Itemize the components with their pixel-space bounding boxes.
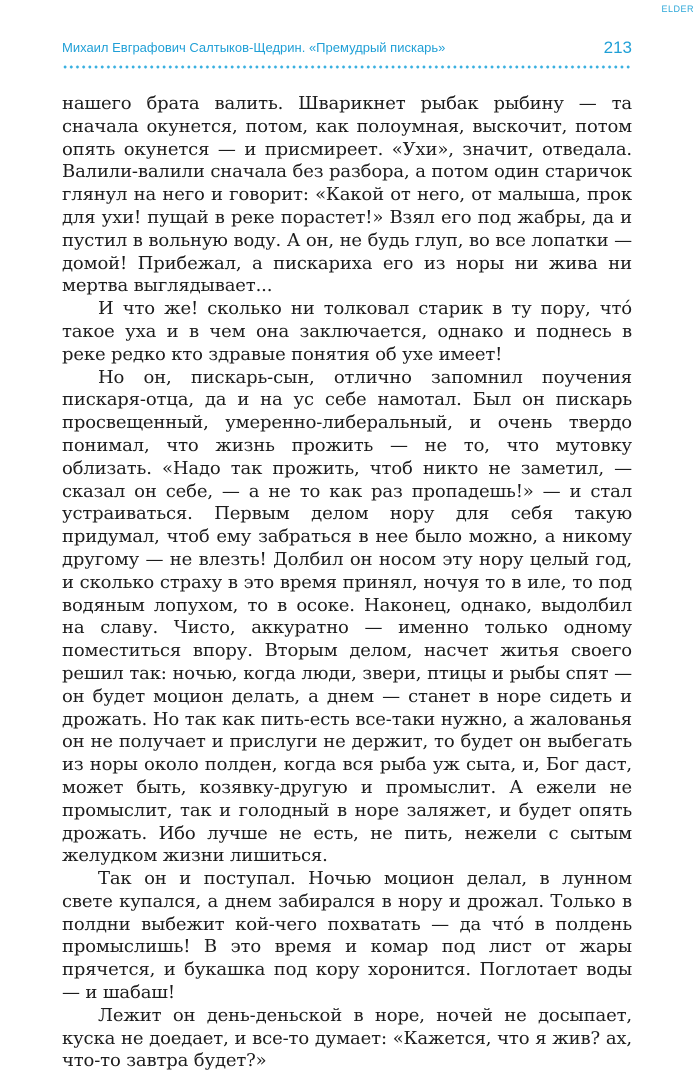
running-title: Михаил Евграфович Салтыков-Щедрин. «Премудрый пискарь» xyxy=(62,40,446,55)
body-text xyxy=(62,93,632,1073)
paragraph: Так он и поступал. Ночью моцион делал, в лунном свете купался, а днем забирался в нору и дрожал. Только в полдни выбежит кой-чего похватать — да что́ в полдень промыслишь! В это время и комар под лист от жары прячется, и букашка под кору хоронится. Поглотает воды — и шабаш! xyxy=(62,868,632,1004)
header-ornament-divider xyxy=(62,62,632,72)
paragraph: Лежит он день-деньской в норе, ночей не досыпает, куска не доедает, и все-то думает: «Кажется, что я жив? ах, что-то завтра будет?» xyxy=(62,1004,632,1072)
running-header xyxy=(62,40,632,60)
paragraph: И что же! сколько ни толковал старик в ту пору, что́ такое уха и в чем она заключается, однако и поднесь в реке редко кто здравые понятия об ухе имеет! xyxy=(62,298,632,365)
paragraph: Но он, пискарь-сын, отлично запомнил поучения пискаря-отца, да и на ус себе намотал. Был он пискарь просвещенный, умеренно-либеральный, и очень твердо понимал, что жизнь прожить — не то, что мутовку облизать. «Надо так прожить, чтоб никто не заметил, — сказал он себе, — а не то как раз пропадешь!» — и стал устраиваться. Первым делом нору для себя такую придумал, чтоб ему забраться в нее было можно, а никому другому — не влезть! Долбил он носом эту нору целый год, и сколько страху в это время принял, ночуя то в иле, то под водяным лопухом, то в осоке. Наконец, однако, выдолбил на славу. Чисто, аккуратно — именно только одному поместиться впору. Вторым делом, насчет житья своего решил так: ночью, когда люди, звери, птицы и рыбы спят — он будет моцион делать, а днем — станет в норе сидеть и дрожать. Но так как пить-есть все-таки нужно, а жалованья он не получает и прислуги не держит, то будет он выбегать из норы около полден, когда вся рыба уж сыта, и, Бог даст, может быть, козявку-другую и промыслит. А ежели не промыслит, так и голодный в норе заляжет, и будет опять дрожать. Ибо лучше не есть, не пить, нежели с сытым желудком жизни лишиться. xyxy=(62,366,632,867)
paragraph: нашего брата валить. Шварикнет рыбак рыбину — та сначала окунется, потом, как полоумная, выскочит, потом опять окунется — и присмиреет. «Ухи», значит, отведала. Валили-валили сначала без разбора, а потом один старичок глянул на него и говорит: «Какой от него, от малыша, прок для ухи! пущай в реке порастет!» Взял его под жабры, да и пустил в вольную воду. А он, не будь глуп, во все лопатки — домой! Прибежал, а пискариха его из норы ни жива ни мертва выглядывает... xyxy=(62,93,632,297)
page-number: 213 xyxy=(603,38,632,57)
corner-mark: ELDER xyxy=(661,4,694,14)
